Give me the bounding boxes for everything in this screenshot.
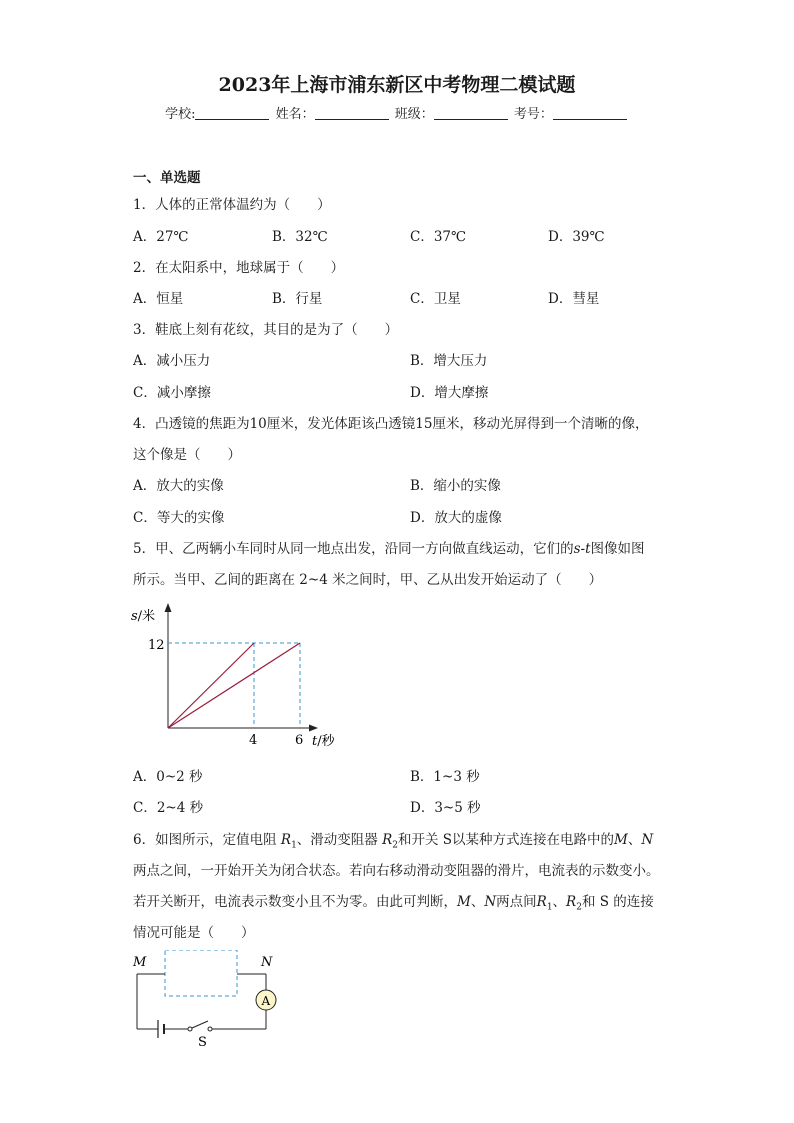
unknown-connection-box xyxy=(165,950,237,996)
line-jia xyxy=(168,643,254,728)
question-3-option-d[interactable]: D．增大摩擦 xyxy=(410,385,489,401)
question-4-option-a[interactable]: A．放大的实像 xyxy=(133,478,224,494)
question-4-option-d[interactable]: D．放大的虚像 xyxy=(410,510,502,526)
field-school-blank[interactable] xyxy=(195,107,269,120)
question-4-stem-line-2: 这个像是（ ） xyxy=(133,447,241,463)
switch-blade xyxy=(192,1021,208,1028)
question-2-option-a[interactable]: A．恒星 xyxy=(133,291,184,307)
question-1-stem: 1．人体的正常体温约为（ ） xyxy=(133,197,331,213)
switch-contact-left xyxy=(188,1027,192,1031)
label-m: M xyxy=(133,955,147,970)
st-graph xyxy=(128,598,348,756)
question-3-option-a[interactable]: A．减小压力 xyxy=(133,353,211,369)
field-school-label: 学校: xyxy=(165,107,196,122)
y-axis-label: s/米 xyxy=(131,609,156,624)
question-5-option-a[interactable]: A．0~2 秒 xyxy=(133,769,203,785)
question-6-stem-line-2: 两点之间，一开始开关为闭合状态。若向右移动滑动变阻器的滑片，电流表的示数变小。 xyxy=(133,863,660,879)
question-5-option-b[interactable]: B．1~3 秒 xyxy=(410,769,480,785)
question-1-option-d[interactable]: D．39℃ xyxy=(548,229,605,245)
field-exam-number-blank[interactable] xyxy=(553,107,627,120)
circuit-diagram xyxy=(128,950,288,1050)
page-title: 2023年上海市浦东新区中考物理二模试题 xyxy=(218,74,576,96)
field-name-blank[interactable] xyxy=(315,107,389,120)
x-tick-6: 6 xyxy=(295,733,304,748)
student-info-line xyxy=(0,103,794,122)
question-2-stem: 2．在太阳系中，地球属于（ ） xyxy=(133,260,345,276)
question-4-option-c[interactable]: C．等大的实像 xyxy=(133,510,225,526)
x-axis-arrow xyxy=(309,725,318,732)
question-6-stem-line-1: 6．如图所示，定值电阻 $R_1$、滑动变阻器 $R_2$和开关 S以某种方式连接在电路中的M、N xyxy=(133,832,654,851)
st-graph-term: s-t xyxy=(573,541,591,557)
field-exam-number-label: 考号： xyxy=(513,107,553,122)
question-5-stem-line-2: 所示。当甲、乙间的距离在 2~4 米之间时，甲、乙从出发开始运动了（ ） xyxy=(133,572,603,588)
question-5-stem-line-1: 5．甲、乙两辆小车同时从同一地点出发，沿同一方向做直线运动，它们的s-t图像如图 xyxy=(133,541,645,557)
question-4-stem-line-1: 4．凸透镜的焦距为10厘米，发光体距该凸透镜15厘米，移动光屏得到一个清晰的像， xyxy=(133,416,649,432)
question-1-option-c[interactable]: C．37℃ xyxy=(410,229,467,245)
question-3-stem: 3．鞋底上刻有花纹，其目的是为了（ ） xyxy=(133,322,399,338)
question-6-stem-line-4: 情况可能是（ ） xyxy=(133,925,255,941)
line-yi xyxy=(168,643,300,728)
question-3-option-b[interactable]: B．增大压力 xyxy=(410,353,488,369)
y-tick-12: 12 xyxy=(148,638,165,653)
field-class-label: 班级： xyxy=(394,107,434,122)
label-s: S xyxy=(198,1035,207,1050)
question-3-option-c[interactable]: C．减小摩擦 xyxy=(133,385,211,401)
field-class-blank[interactable] xyxy=(434,107,508,120)
question-5-option-d[interactable]: D．3~5 秒 xyxy=(410,800,481,816)
switch-contact-right xyxy=(208,1027,212,1031)
question-2-option-b[interactable]: B．行星 xyxy=(272,291,323,307)
question-5-option-c[interactable]: C．2~4 秒 xyxy=(133,800,204,816)
label-n: N xyxy=(261,955,273,970)
question-2-option-c[interactable]: C．卫星 xyxy=(410,291,461,307)
x-tick-4: 4 xyxy=(249,733,258,748)
question-4-option-b[interactable]: B．缩小的实像 xyxy=(410,478,501,494)
field-name-label: 姓名： xyxy=(275,107,315,122)
question-1-option-a[interactable]: A．27℃ xyxy=(133,229,189,245)
section-heading: 一、单选题 xyxy=(133,170,201,186)
question-1-option-b[interactable]: B．32℃ xyxy=(272,229,328,245)
ammeter-label: A xyxy=(261,994,271,1008)
x-axis-label: t/秒 xyxy=(312,734,335,749)
question-6-stem-line-3: 若开关断开，电流表示数变小且不为零。由此可判断，M、N两点间$R_1$、$R_2$和 S 的连接 xyxy=(133,894,654,913)
question-2-option-d[interactable]: D．彗星 xyxy=(548,291,600,307)
y-axis-arrow xyxy=(165,603,172,612)
